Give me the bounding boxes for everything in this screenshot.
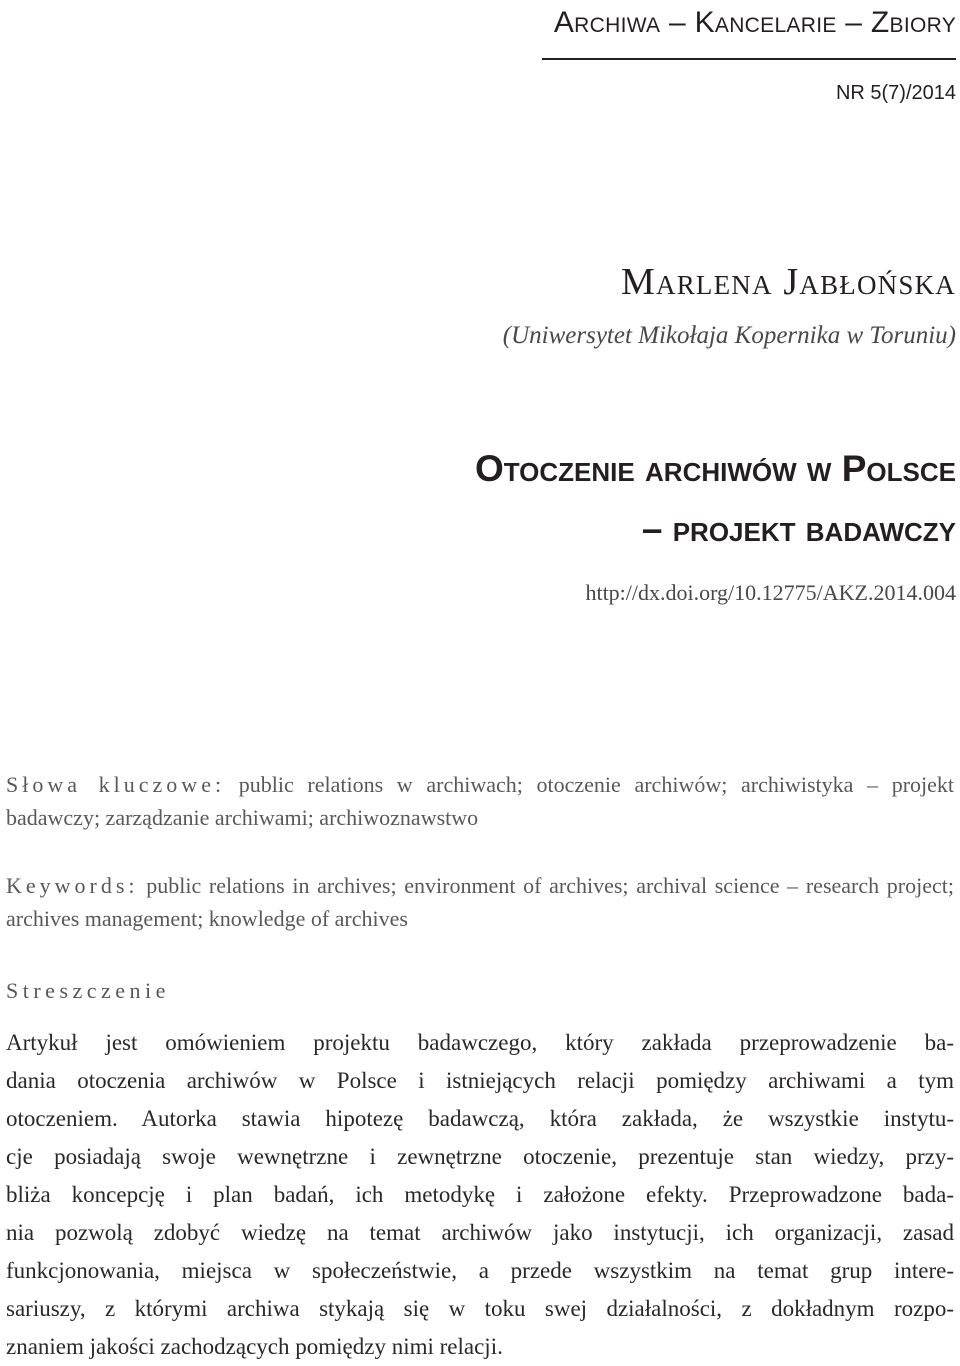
article-title-line-1: Otoczenie archiwów w Polsce bbox=[474, 448, 956, 489]
abstract-line: cje posiadają swoje wewnętrzne i zewnętrzne otoczenie, prezentuje stan wiedzy, przy- bbox=[6, 1144, 954, 1169]
abstract-line: nia pozwolą zdobyć wiedzę na temat archiwów jako instytucji, ich organizacji, zasad bbox=[6, 1220, 954, 1245]
keywords-english-text: public relations in archives; environment of archives; archival science – research project; archives management; knowledge of archives bbox=[6, 873, 954, 931]
abstract-line: otoczeniem. Autorka stawia hipotezę badawczą, która zakłada, że wszystkie instytu- bbox=[6, 1106, 954, 1131]
abstract-line: dania otoczenia archiwów w Polsce i istniejących relacji pomiędzy archiwami a tym bbox=[6, 1068, 954, 1093]
abstract-heading: Streszczenie bbox=[6, 978, 170, 1003]
abstract-line: funkcjonowania, miejsca w społeczeństwie, a przede wszystkim na temat grup intere- bbox=[6, 1258, 954, 1283]
keywords-polish-text: public relations w archiwach; otoczenie archiwów; archiwistyka – projekt badawczy; zarządzanie archiwami; archiwoznawstwo bbox=[6, 772, 955, 830]
author-affiliation: (Uniwersytet Mikołaja Kopernika w Toruniu) bbox=[502, 322, 956, 349]
keywords-polish bbox=[6, 768, 954, 834]
author-name: Marlena Jabłońska bbox=[621, 261, 956, 303]
keywords-english bbox=[6, 869, 954, 935]
journal-title: Archiwa – Kancelarie – Zbiory bbox=[553, 6, 956, 39]
issue-number: NR 5(7)/2014 bbox=[835, 82, 956, 104]
article-title-line-2: – projekt badawczy bbox=[641, 508, 956, 549]
keywords-polish-label: Słowa kluczowe: bbox=[6, 772, 226, 797]
header-rule bbox=[542, 58, 956, 60]
abstract-line: znaniem jakości zachodzących pomiędzy nimi relacji. bbox=[6, 1334, 503, 1359]
abstract-line: bliża koncepcję i plan badań, ich metodykę i założone efekty. Przeprowadzone bada- bbox=[6, 1182, 954, 1207]
abstract-body bbox=[6, 1024, 954, 1366]
keywords-english-label: Keywords: bbox=[6, 873, 139, 898]
abstract-line: sariuszy, z którymi archiwa stykają się w toku swej działalności, z dokładnym rozpo- bbox=[6, 1296, 954, 1321]
doi-link[interactable]: http://dx.doi.org/10.12775/AKZ.2014.004 bbox=[585, 580, 956, 605]
abstract-line: Artykuł jest omówieniem projektu badawczego, który zakłada przeprowadzenie ba- bbox=[6, 1030, 954, 1055]
